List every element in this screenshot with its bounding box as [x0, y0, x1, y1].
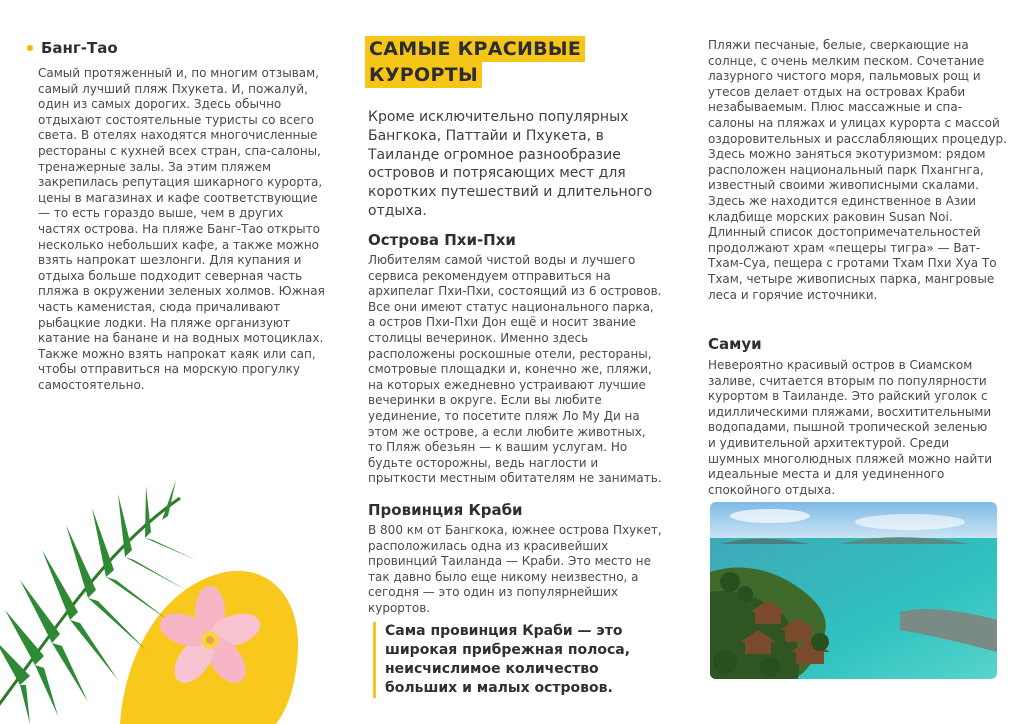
- krabi-text: В 800 км от Бангкока, южнее острова Пхукет, расположилась одна из красивейших провинций Таиланда — Краби. Это место не так давно было еще никому неизвестно, а сегодня — это один из популярнейших курортов.: [368, 523, 662, 615]
- samui-title: Самуи: [708, 335, 762, 353]
- title-line-1: САМЫЕ КРАСИВЫЕ: [365, 36, 585, 62]
- samui-text: Невероятно красивый остров в Сиамском заливе, считается вторым по популярности курортом в Таиланде. Это райский уголок с идиллическими пляжами, восхитительными водопадами, пышной тропической зеленью и удивительной архитектурой. Среди шумных многолюдных пляжей можно найти идеальные места и для уединенного спокойного отдыха.: [708, 358, 993, 497]
- bang-tao-header: [27, 38, 118, 58]
- bang-tao-title: Банг-Тао: [41, 39, 118, 57]
- intro-text: Кроме исключительно популярных Бангкока, Паттайи и Пхукета, в Таиланде огромное разнообразие островов и потрясающих мест для коротких путешествий и длительного отдыха.: [368, 109, 653, 219]
- bullet-dot-icon: [27, 45, 33, 51]
- bang-tao-text: Самый протяженный и, по многим отзывам, самый лучший пляж Пхукета. И, пожалуй, один из самых дорогих. Здесь обычно отдыхают состоятельные туристы со всего света. В отелях находятся многочисленные рестораны с кухней всех стран, спа-салоны, тренажерные залы. За этим пляжем закрепилась репутация шикарного курорта, цены в магазинах и кафе соответствующие — то есть гораздо выше, чем в других частях острова. На пляже Банг-Тао открыто несколько небольших кафе, а также можно взять напрокат шезлонги. Для купания и отдыха больше подходит северная часть пляжа в окружении зеленых холмов. Южная часть каменистая, сюда причаливают рыбацкие лодки. На пляже организуют катание на банане и на водных мотоциклах. Также можно взять напрокат каяк или сап, чтобы отправиться на морскую прогулку самостоятельно.: [38, 66, 325, 392]
- palm-flower-illustration: [0, 480, 330, 724]
- phi-phi-text: Любителям самой чистой воды и лучшего сервиса рекомендуем отправиться на архипелаг Пхи-Пхи, состоящий из 6 островов. Все они имеют статус национального парка, а остров Пхи-Пхи Дон ещё и носит звание столицы вечеринок. Именно здесь расположены роскошные отели, рестораны, смотровые площадки и, конечно же, пляжи, на которых ежедневно устраивают лучшие вечеринки в округе. Если вы любите уединение, то посетите пляж Ло Му Ди на этом же острове, а если любите животных, то Пляж обезьян — к вашим услугам. Но будьте осторожны, ведь наглости и прыткости местным обитателям не занимать.: [368, 253, 662, 486]
- phi-phi-title: Острова Пхи-Пхи: [368, 231, 516, 249]
- page-title: [365, 36, 585, 88]
- krabi-title: Провинция Краби: [368, 501, 523, 519]
- krabi-quote: Сама провинция Краби — это широкая прибрежная полоса, неисчислимое количество больших и малых островов.: [373, 622, 675, 698]
- beaches-text: Пляжи песчаные, белые, сверкающие на солнце, с очень мелким песком. Сочетание лазурного чистого моря, пальмовых рощ и утесов делает отдых на островах Краби незабываемым. Плюс массажные и спа-салоны на пляжах и улицах курорта с массой оздоровительных и расслабляющих процедур. Здесь можно заняться экотуризмом: рядом расположен национальный парк Пхангнга, известный своими живописными скалами. Здесь же находится единственное в Азии кладбище морских раковин Susan Noi. Длинный список достопримечательностей продолжают храм «пещеры тигра» — Ват-Тхам-Суа, пещера с гротами Тхам Пхи Хуа То Тхам, четыре живописных парка, мангровые леса и горячие источники.: [708, 38, 1007, 302]
- title-line-2: КУРОРТЫ: [365, 62, 482, 88]
- samui-photo: [710, 502, 997, 679]
